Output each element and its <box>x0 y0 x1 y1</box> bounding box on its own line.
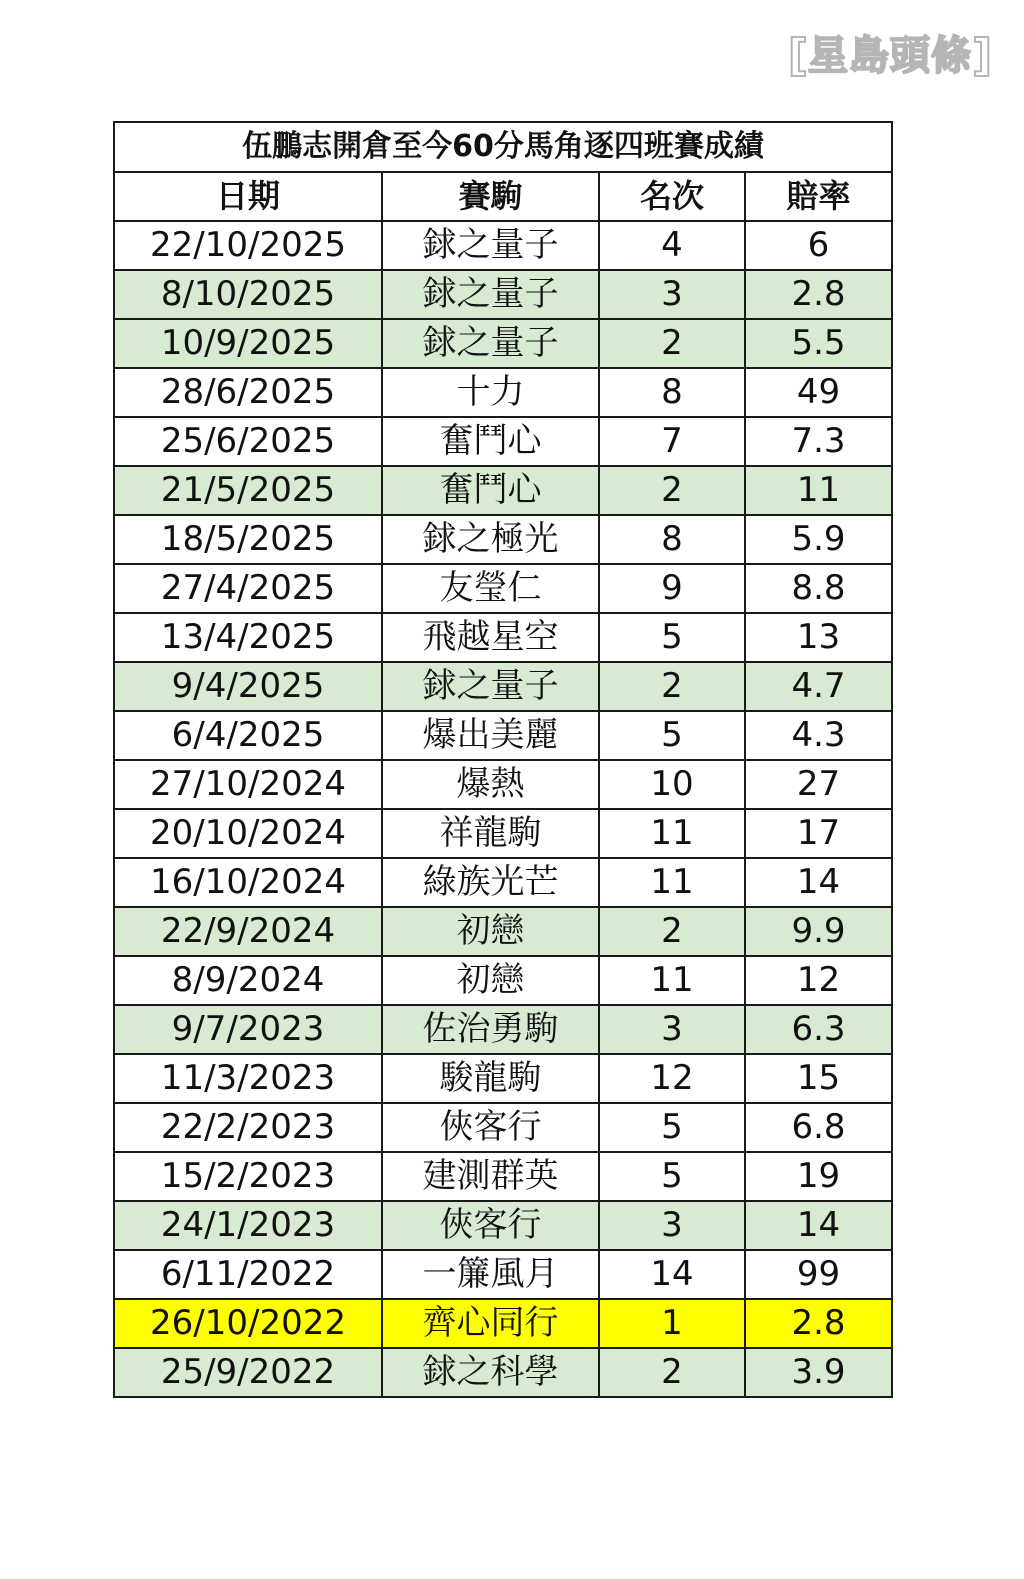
table-row <box>114 907 892 956</box>
cell-place: 3 <box>599 1005 745 1054</box>
header-horse: 賽駒 <box>382 172 599 221</box>
cell-odds: 5.9 <box>745 515 892 564</box>
cell-odds: 9.9 <box>745 907 892 956</box>
cell-horse: 綠族光芒 <box>382 858 599 907</box>
cell-date: 18/5/2025 <box>114 515 382 564</box>
cell-place: 5 <box>599 613 745 662</box>
cell-place: 5 <box>599 711 745 760</box>
cell-place: 2 <box>599 319 745 368</box>
cell-horse: 駿龍駒 <box>382 1054 599 1103</box>
table-row <box>114 662 892 711</box>
cell-odds: 5.5 <box>745 319 892 368</box>
cell-date: 25/6/2025 <box>114 417 382 466</box>
cell-odds: 14 <box>745 1201 892 1250</box>
cell-date: 8/10/2025 <box>114 270 382 319</box>
cell-odds: 4.3 <box>745 711 892 760</box>
cell-horse: 奮鬥心 <box>382 466 599 515</box>
cell-place: 3 <box>599 270 745 319</box>
cell-odds: 3.9 <box>745 1348 892 1397</box>
cell-odds: 6.8 <box>745 1103 892 1152</box>
cell-date: 21/5/2025 <box>114 466 382 515</box>
cell-horse: 十力 <box>382 368 599 417</box>
cell-horse: 建測群英 <box>382 1152 599 1201</box>
cell-place: 2 <box>599 466 745 515</box>
cell-horse: 初戀 <box>382 956 599 1005</box>
table-row <box>114 613 892 662</box>
cell-date: 13/4/2025 <box>114 613 382 662</box>
cell-date: 24/1/2023 <box>114 1201 382 1250</box>
watermark-close-bracket: ] <box>972 30 993 81</box>
table-body <box>114 221 892 1397</box>
table-row <box>114 1201 892 1250</box>
table-row <box>114 1005 892 1054</box>
cell-place: 2 <box>599 1348 745 1397</box>
header-place: 名次 <box>599 172 745 221</box>
cell-place: 10 <box>599 760 745 809</box>
cell-odds: 13 <box>745 613 892 662</box>
cell-date: 6/4/2025 <box>114 711 382 760</box>
cell-date: 11/3/2023 <box>114 1054 382 1103</box>
table-row <box>114 515 892 564</box>
cell-odds: 15 <box>745 1054 892 1103</box>
cell-horse: 爆出美麗 <box>382 711 599 760</box>
table-row <box>114 956 892 1005</box>
cell-horse: 銶之科學 <box>382 1348 599 1397</box>
cell-horse: 銶之量子 <box>382 319 599 368</box>
cell-date: 6/11/2022 <box>114 1250 382 1299</box>
cell-odds: 2.8 <box>745 270 892 319</box>
cell-horse: 俠客行 <box>382 1103 599 1152</box>
table-title: 伍鵬志開倉至今60分馬角逐四班賽成績 <box>114 122 892 172</box>
cell-place: 3 <box>599 1201 745 1250</box>
cell-odds: 4.7 <box>745 662 892 711</box>
cell-place: 2 <box>599 662 745 711</box>
cell-date: 22/2/2023 <box>114 1103 382 1152</box>
table-row <box>114 368 892 417</box>
table-row <box>114 417 892 466</box>
cell-date: 25/9/2022 <box>114 1348 382 1397</box>
table-title-row <box>114 122 892 172</box>
cell-horse: 銶之量子 <box>382 270 599 319</box>
cell-place: 12 <box>599 1054 745 1103</box>
table-row <box>114 1103 892 1152</box>
table-row <box>114 1054 892 1103</box>
cell-date: 22/10/2025 <box>114 221 382 270</box>
cell-odds: 27 <box>745 760 892 809</box>
cell-odds: 99 <box>745 1250 892 1299</box>
watermark-open-bracket: [ <box>787 30 808 81</box>
cell-odds: 12 <box>745 956 892 1005</box>
watermark-text: 星島頭條 <box>808 33 972 79</box>
cell-date: 26/10/2022 <box>114 1299 382 1348</box>
cell-odds: 8.8 <box>745 564 892 613</box>
cell-horse: 一簾風月 <box>382 1250 599 1299</box>
cell-odds: 49 <box>745 368 892 417</box>
cell-date: 20/10/2024 <box>114 809 382 858</box>
cell-date: 16/10/2024 <box>114 858 382 907</box>
cell-place: 1 <box>599 1299 745 1348</box>
cell-odds: 19 <box>745 1152 892 1201</box>
cell-horse: 銶之量子 <box>382 221 599 270</box>
cell-odds: 6.3 <box>745 1005 892 1054</box>
cell-place: 11 <box>599 809 745 858</box>
cell-place: 7 <box>599 417 745 466</box>
cell-date: 10/9/2025 <box>114 319 382 368</box>
table-row <box>114 1152 892 1201</box>
cell-odds: 7.3 <box>745 417 892 466</box>
cell-horse: 齊心同行 <box>382 1299 599 1348</box>
cell-place: 11 <box>599 956 745 1005</box>
cell-date: 28/6/2025 <box>114 368 382 417</box>
watermark-logo <box>784 30 996 82</box>
cell-place: 8 <box>599 515 745 564</box>
cell-date: 9/7/2023 <box>114 1005 382 1054</box>
cell-odds: 14 <box>745 858 892 907</box>
cell-date: 9/4/2025 <box>114 662 382 711</box>
cell-horse: 飛越星空 <box>382 613 599 662</box>
cell-horse: 友瑩仁 <box>382 564 599 613</box>
cell-date: 8/9/2024 <box>114 956 382 1005</box>
table-header-row <box>114 172 892 221</box>
table-row <box>114 1348 892 1397</box>
table-row <box>114 564 892 613</box>
table-row <box>114 319 892 368</box>
cell-horse: 祥龍駒 <box>382 809 599 858</box>
table-row <box>114 1250 892 1299</box>
table-row <box>114 809 892 858</box>
cell-odds: 11 <box>745 466 892 515</box>
table-row <box>114 221 892 270</box>
table-row <box>114 466 892 515</box>
table-row <box>114 711 892 760</box>
cell-horse: 銶之極光 <box>382 515 599 564</box>
cell-place: 5 <box>599 1103 745 1152</box>
cell-date: 15/2/2023 <box>114 1152 382 1201</box>
cell-place: 2 <box>599 907 745 956</box>
cell-place: 8 <box>599 368 745 417</box>
cell-horse: 奮鬥心 <box>382 417 599 466</box>
cell-horse: 銶之量子 <box>382 662 599 711</box>
results-table <box>113 121 893 1398</box>
header-date: 日期 <box>114 172 382 221</box>
table-row <box>114 760 892 809</box>
cell-place: 11 <box>599 858 745 907</box>
header-odds: 賠率 <box>745 172 892 221</box>
table-row <box>114 270 892 319</box>
cell-date: 22/9/2024 <box>114 907 382 956</box>
cell-horse: 初戀 <box>382 907 599 956</box>
cell-horse: 爆熱 <box>382 760 599 809</box>
cell-place: 14 <box>599 1250 745 1299</box>
cell-odds: 6 <box>745 221 892 270</box>
cell-date: 27/10/2024 <box>114 760 382 809</box>
cell-date: 27/4/2025 <box>114 564 382 613</box>
cell-place: 4 <box>599 221 745 270</box>
cell-horse: 俠客行 <box>382 1201 599 1250</box>
cell-odds: 2.8 <box>745 1299 892 1348</box>
cell-odds: 17 <box>745 809 892 858</box>
table-row <box>114 858 892 907</box>
cell-place: 9 <box>599 564 745 613</box>
table-row <box>114 1299 892 1348</box>
cell-place: 5 <box>599 1152 745 1201</box>
cell-horse: 佐治勇駒 <box>382 1005 599 1054</box>
